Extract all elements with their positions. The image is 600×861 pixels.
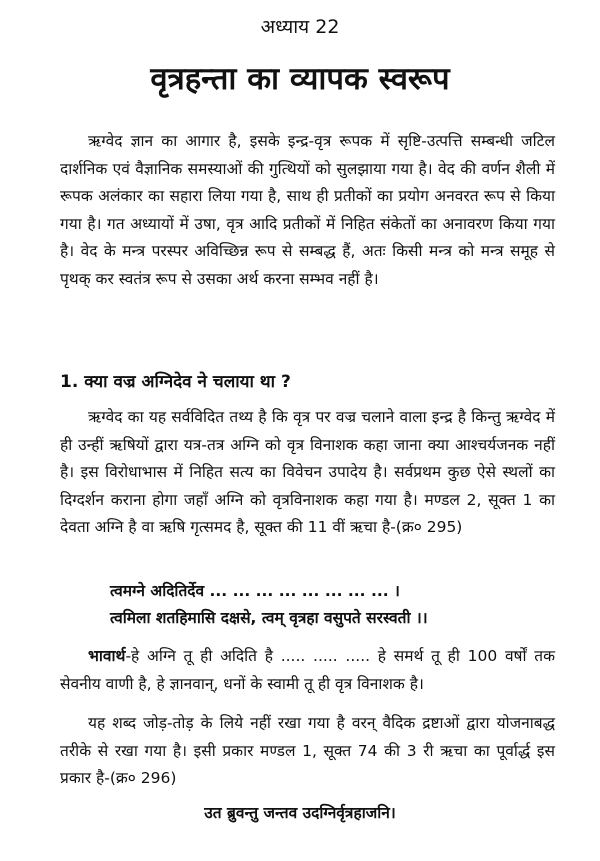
chapter-title: वृत्रहन्ता का व्यापक स्वरूप <box>150 61 450 97</box>
verse-line-2: त्वमिला शतहिमासि दक्षसे, त्वम् वृत्रहा वसुपते सरस्वती ।। <box>110 609 428 627</box>
bhavarth-label: भावार्थ <box>88 647 126 665</box>
intro-paragraph: ऋग्वेद ज्ञान का आगार है, इसके इन्द्र-वृत्र रूपक में सृष्टि-उत्पत्ति सम्बन्धी जटिल दार्शनिक एवं वैज्ञानिक समस्याओं की गुत्थियों को सुलझाया गया है। वेद की वर्णन शैली में रूपक अलंकार का सहारा लिया गया है, साथ ही प्रतीकों का प्रयोग अनवरत रूप से किया गया है। गत अध्यायों में उषा, वृत्र आदि प्रतीकों में निहित संकेतों का अनावरण किया गया है। वेद के मन्त्र परस्पर अविच्छिन्न रूप से सम्बद्ध हैं, अतः किसी मन्त्र को मन्त्र समूह से पृथक् कर स्वतंत्र रूप से उसका अर्थ करना सम्भव नहीं है। <box>60 132 555 288</box>
bhavarth-text: -हे अग्नि तू ही अदिति है ..... ..... ..... हे समर्थ तू ही 100 वर्षों तक सेवनीय वाणी है, हे ज्ञानवान्, धनों के स्वामी तू ही वृत्र विनाशक है। <box>60 647 555 693</box>
verse-line-1: त्वमग्ने अदितिर्देव ... ... ... ... ... ... ... ... । <box>110 582 400 600</box>
bhavarth-paragraph <box>60 643 555 698</box>
section-paragraph: ऋग्वेद का यह सर्वविदित तथ्य है कि वृत्र पर वज्र चलाने वाला इन्द्र है किन्तु ऋग्वेद में ही उन्हीं ऋषियों द्वारा यत्र-तत्र अग्नि को वृत्र विनाशक कहा जाना क्या आश्चर्यजनक नहीं है। इस विरोधाभास में निहित सत्य का विवेचन उपादेय है। सर्वप्रथम कुछ ऐसे स्थलों का दिग्दर्शन कराना होगा जहाँ अग्नि को वृत्रविनाशक कहा गया है। मण्डल 2, सूक्त 1 का देवता अग्नि है वा ऋषि गृत्समद है, सूक्त की 11 वीं ऋचा है-(क्र० 295) <box>60 408 555 536</box>
chapter-label: अध्याय 22 <box>260 16 340 38</box>
verse-2: उत ब्रुवन्तु जन्तव उदग्निर्वृत्रहाजनि। <box>204 804 396 822</box>
second-paragraph: यह शब्द जोड़-तोड़ के लिये नहीं रखा गया है वरन् वैदिक द्रष्टाओं द्वारा योजनाबद्ध तरीके से रखा गया है। इसी प्रकार मण्डल 1, सूक्त 74 की 3 री ऋचा का पूर्वार्द्ध इस प्रकार है-(क्र० 296) <box>60 714 555 787</box>
section-heading: 1. क्या वज्र अग्निदेव ने चलाया था ? <box>60 372 291 392</box>
